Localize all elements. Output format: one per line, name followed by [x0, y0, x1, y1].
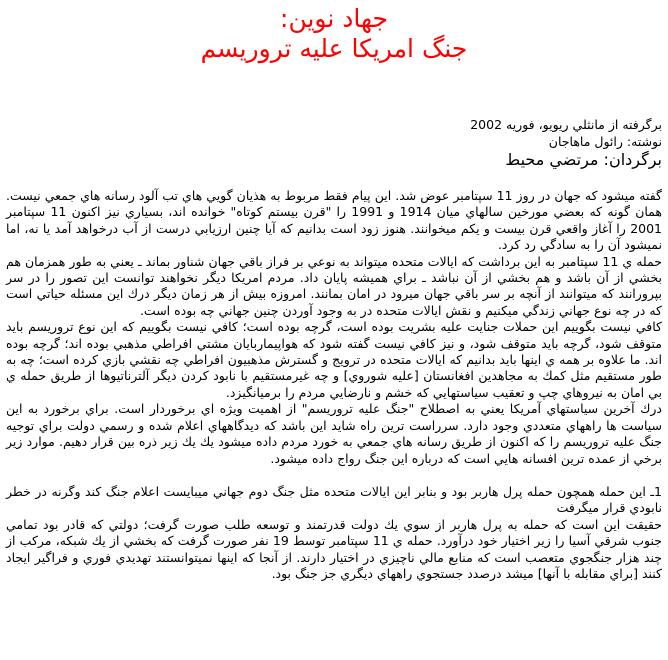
article-title	[6, 4, 662, 64]
article	[0, 4, 668, 582]
paragraph: حمله ي 11 سپتامبر به اين برداشت كه ايالات متحده ميتواند به نوعي بر فراز باقي جهان شناور بماند ـ يعني به طور همزمان هم بخشي از آن باشد و هم بخشي از آن نباشد ـ براي هميشه پايان داد. مردم امريكا ديگر نخواهند توانست اين تصور را در سر بپرورانند كه ميتوانند از آنچه بر سر باقي جهان ميرود در امان بمانند. امروزه بيش از هر زمان ديگر درك اين مسئله حياتي است كه در چه نوع جهاني زندگي ميكنيم و نقش ايالات متحده در به وجود آوردن چنين جهاني چه بوده است.	[6, 253, 662, 318]
title-line-2: جنگ امريكا عليه تروريسم	[200, 34, 468, 63]
author-line: نوشته: رائول ماهاجان	[548, 134, 662, 149]
spacer	[6, 467, 662, 484]
article-body	[6, 188, 662, 582]
paragraph: حقيقت اين است كه حمله به پرل هاربر از سوي يك دولت قدرتمند و توسعه طلب صورت گرفت؛ دولتي كه قادر بود تمامي جنوب شرقي آسيا را زير اختيار خود درآورد. حمله ي 11 سپتامبر توسط 19 نفر صورت گرفت كه بخشي از يك شبكه، مركب از چند هزار جنگجوي متعصب است كه منابع مالي ناچيزي در اختيار دارند. از آنجا كه اينها نميتوانستند تهديدي فوري و فراگير ايجاد كنند [براي مقابله با آنها] ميشد درصدد جستجوي راههاي ديگري جز جنگ بود.	[6, 516, 663, 581]
source-line: برگرفته از مانثلي ريويو، فوريه 2002	[470, 117, 662, 132]
paragraph: گفته ميشود كه جهان در روز 11 سپتامبر عوض شد. اين پيام فقط مربوط به هذيان گويي هاي تب آلود رسانه هاي جمعي نيست. همان گونه كه بعضي مورخين سالهاي ميان 1914 و 1991 را "قرن بيستم كوتاه" خوانده اند، بسياري نيز اكنون 11 سپتامبر 2001 را آغاز واقعي قرن بيست و يكم ميخوانند. هنوز زود است بدانيم كه آيا چنين ارزيابي درست از آب درخواهد آمد يا نه، اما نميشود آن را به سادگي رد كرد.	[6, 188, 662, 253]
paragraph: درك آخرين سياستهاي آمريكا يعني به اصطلاح "جنگ عليه تروريسم" از اهميت ويژه اي برخوردار است. براي برخورد به اين سياست ها راههاي متعددي وجود دارد. سرراست ترين راه شايد اين باشد كه ديدگاههاي اعلام شده و رسمي دولت براي توجيه جنگ عليه تروريسم را كه اكنون از طريق رسانه هاي جمعي به خورد مردم داده ميشود يك يك زير ذره بين قرار دهيم. موارد زير برخي از عمده ترين افسانه هايي است كه درباره اين جنگ رواج داده ميشود.	[6, 401, 662, 466]
paragraph: كافي نيست بگوييم اين حملات جنايت عليه بشريت بوده است، گرچه بوده است؛ كافي نيست بگوييم كه اين نوع تروريسم بايد متوقف شود، گرچه بايد متوقف شود، و نيز كافي نيست گفته شود كه هواپيماربايان مشتي افراطي مذهبي بوده اند؛ گرچه بوده اند. ما علاوه بر همه ي اينها بايد بدانيم كه ايالات متحده در ترويج و گسترش مذهبيون افراطي چه نقشي بازي كرده است؛ چه به طور مستقيم مثل كمك به مجاهدين افغانستان [عليه شوروي] و چه غيرمستقيم با نابود كردن ديگر آلترناتيوها از طريق حمله ي بي امان به نيروهاي چپ و تعقيب سياستهايي كه خشم و نارضايي مردم را برميانگيزد.	[6, 319, 662, 400]
title-line-1: جهاد نوين:	[280, 4, 388, 33]
article-meta	[6, 116, 662, 170]
translator-line: برگردان: مرتضي محيط	[505, 150, 662, 169]
section-heading: 1ـ اين حمله همچون حمله پرل هاربر بود و بنابر اين ايالات متحده مثل جنگ دوم جهاني ميبايست اعلام جنگ كند وگرنه در خطر نابودي قرار ميگرفت	[6, 483, 662, 516]
